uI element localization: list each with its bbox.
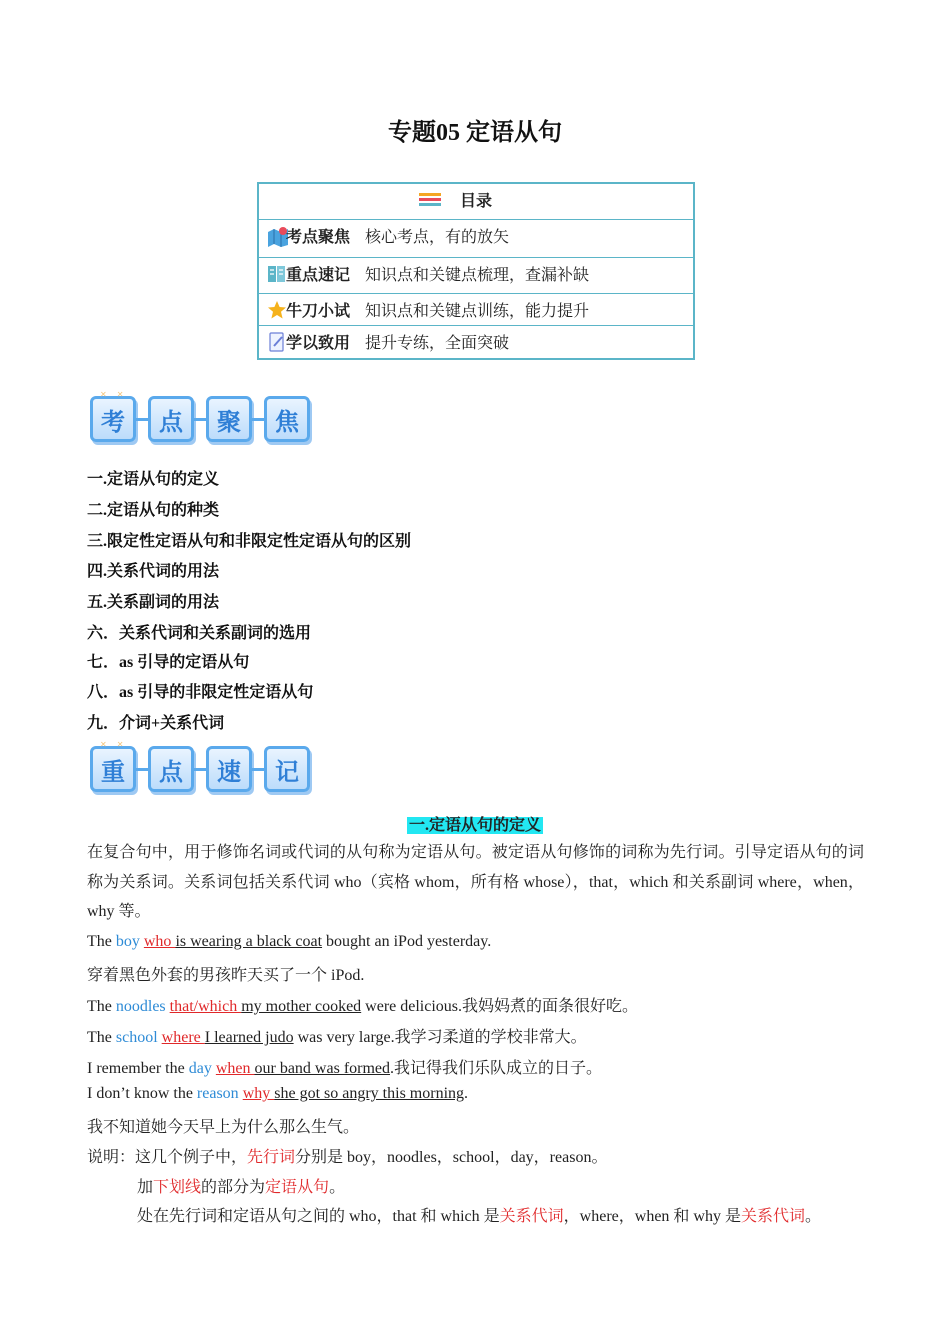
toc-desc: 核心考点，有的放矢 <box>365 229 510 246</box>
toc-label: 重点速记 <box>286 267 351 284</box>
section-heading: 一.定语从句的定义 <box>408 817 541 834</box>
badge-char: 速 <box>206 746 252 792</box>
badge-char: 记 <box>264 746 310 792</box>
badge-char: 重 <box>90 746 136 792</box>
badge-char: 考 <box>90 396 136 442</box>
sparkle-icon: ✕ ✕ <box>100 390 124 399</box>
outline-item: 八．as 引导的非限定性定语从句 <box>87 684 314 701</box>
badge-char: 焦 <box>264 396 310 442</box>
outline-item: 一.定语从句的定义 <box>87 471 220 488</box>
sparkle-icon: ✕ ✕ <box>100 740 124 749</box>
badge-char: 点 <box>148 396 194 442</box>
star-icon <box>267 300 287 325</box>
badge-char: 点 <box>148 746 194 792</box>
intro-paragraph: 在复合句中，用于修饰名词或代词的从句称为定语从句。被定语从句修饰的词称为先行词。引导定语从句的词称为关系词。关系词包括关系代词 who（宾格 whom，所有格 whose），that，which 和关系副词 where，when，why 等。 <box>87 844 864 920</box>
book-icon <box>267 264 287 289</box>
toc-item-focus[interactable] <box>259 220 693 258</box>
section-badge-focus <box>90 396 310 442</box>
example-4: I remember the day when our band was formed.我记得我们乐队成立的日子。 <box>87 1060 603 1077</box>
badge-char: 聚 <box>206 396 252 442</box>
page-title: 专题05 定语从句 <box>388 120 562 146</box>
toc-item-apply[interactable] <box>259 326 693 358</box>
note-2: 加下划线的部分为定语从句。 <box>137 1179 346 1196</box>
example-3: The school where I learned judo was very large.我学习柔道的学校非常大。 <box>87 1029 587 1046</box>
example-5: I don’t know the reason why she got so angry this morning. <box>87 1085 469 1102</box>
outline-item: 四.关系代词的用法 <box>87 563 220 580</box>
outline-item: 二.定语从句的种类 <box>87 502 220 519</box>
note-3: 处在先行词和定语从句之间的 who，that 和 which 是关系代词，where，when 和 why 是关系代词。 <box>137 1208 822 1225</box>
toc-label: 考点聚焦 <box>286 229 351 246</box>
toc-heading: 目录 <box>459 193 492 210</box>
outline-item: 七．as 引导的定语从句 <box>87 654 250 671</box>
toc-label: 牛刀小试 <box>286 303 351 320</box>
toc-item-notes[interactable] <box>259 258 693 294</box>
section-badge-notes <box>90 746 310 792</box>
example-2: The noodles that/which my mother cooked were delicious.我妈妈煮的面条很好吃。 <box>87 998 639 1015</box>
outline-item: 九．介词+关系代词 <box>87 715 225 732</box>
outline-item: 六．关系代词和关系副词的选用 <box>87 625 312 642</box>
example-1: The boy who is wearing a black coat bought an iPod yesterday. <box>87 933 492 950</box>
list-icon <box>419 193 441 212</box>
edit-icon <box>267 332 287 357</box>
outline-item: 五.关系副词的用法 <box>87 594 220 611</box>
example-1-translation: 穿着黑色外套的男孩昨天买了一个 iPod. <box>87 967 365 984</box>
note-1: 说明：这几个例子中，先行词分别是 boy，noodles，school，day，reason。 <box>87 1149 608 1166</box>
toc-desc: 知识点和关键点训练，能力提升 <box>365 303 590 320</box>
toc-desc: 知识点和关键点梳理，查漏补缺 <box>365 267 590 284</box>
toc-item-practice[interactable] <box>259 294 693 326</box>
toc-heading-row <box>259 184 693 220</box>
toc-desc: 提升专练，全面突破 <box>365 335 510 352</box>
toc-table <box>257 182 695 360</box>
example-5-translation: 我不知道她今天早上为什么那么生气。 <box>87 1119 360 1136</box>
toc-label: 学以致用 <box>286 335 351 352</box>
outline-item: 三.限定性定语从句和非限定性定语从句的区别 <box>87 533 412 550</box>
